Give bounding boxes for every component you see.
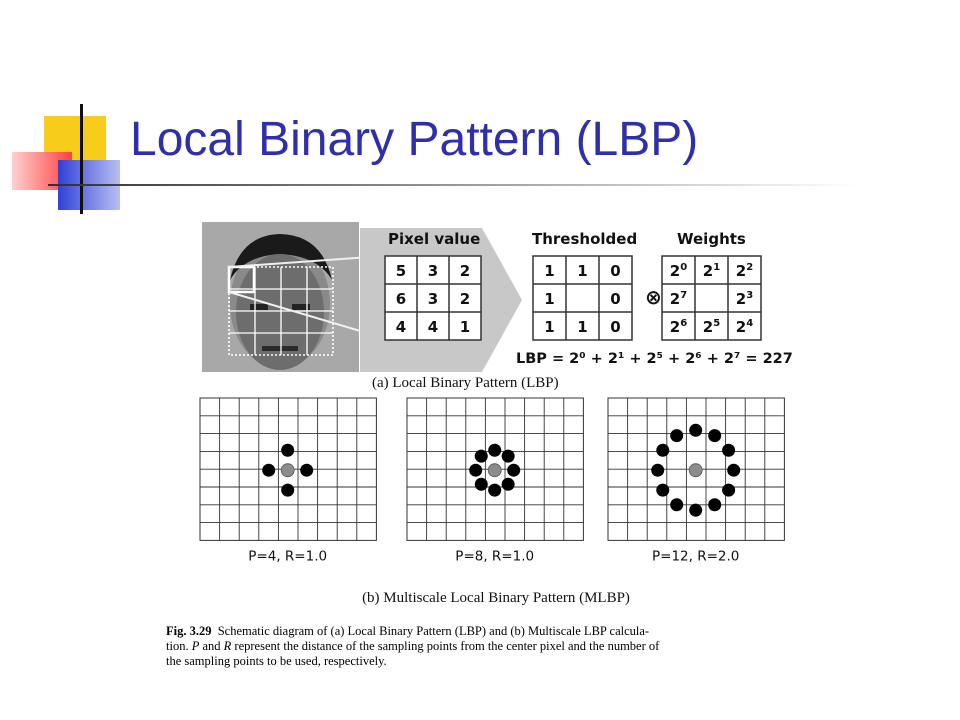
- mlbp-figure-b: [196, 396, 796, 611]
- pixel-value-label: Pixel value: [388, 230, 481, 248]
- pixel-value-cell-1: 3: [427, 262, 439, 280]
- multiply-icon: ⊗: [645, 285, 662, 309]
- figure-caption-text-2a: tion.: [166, 639, 192, 653]
- mlbp-panel-label: P=8, R=1.0: [455, 548, 535, 565]
- threshold-cell-0: 1: [544, 262, 555, 280]
- threshold-cell-7: 1: [577, 318, 588, 336]
- pixel-value-cell-5: 2: [459, 290, 471, 308]
- pixel-value-cell-4: 3: [427, 290, 439, 308]
- mlbp-panel-1: [200, 398, 376, 564]
- pixel-value-cell-2: 2: [459, 262, 471, 280]
- threshold-cell-6: 1: [544, 318, 555, 336]
- weight-cell-6: $2^6$: [669, 318, 688, 336]
- sampling-point: [488, 444, 501, 457]
- weight-cell-2: $2^2$: [735, 262, 754, 280]
- center-pixel: [281, 464, 294, 477]
- sampling-point: [502, 450, 515, 463]
- title-decoration-vertical-line: [80, 104, 83, 214]
- weight-cell-3: $2^7$: [669, 290, 688, 308]
- weight-cell-0: $2^0$: [669, 262, 688, 280]
- weights-label: Weights: [677, 230, 746, 248]
- threshold-cell-2: 0: [610, 262, 621, 280]
- figure-number: Fig. 3.29: [166, 624, 212, 638]
- weight-cell-8: $2^4$: [735, 318, 754, 336]
- slide-title: Local Binary Pattern (LBP): [130, 113, 699, 166]
- mlbp-panel-label: P=4, R=1.0: [248, 548, 328, 565]
- sampling-point: [656, 484, 669, 497]
- lbp-formula: LBP = 2⁰ + 2¹ + 2⁵ + 2⁶ + 2⁷ = 227: [516, 351, 793, 367]
- sampling-point: [502, 478, 515, 491]
- sampling-point: [708, 429, 721, 442]
- sampling-point: [689, 504, 702, 517]
- sampling-point: [670, 429, 683, 442]
- weight-cell-7: $2^5$: [702, 318, 721, 336]
- mlbp-panel-3: [608, 398, 784, 564]
- figure-caption-text-1: Schematic diagram of (a) Local Binary Pattern (LBP) and (b) Multiscale LBP calcula-: [217, 624, 650, 638]
- sampling-point: [670, 498, 683, 511]
- sampling-point: [300, 464, 313, 477]
- pixel-value-cell-3: 6: [395, 290, 407, 308]
- pixel-value-cell-8: 1: [459, 318, 471, 336]
- weight-cell-5: $2^3$: [735, 290, 754, 308]
- pixel-value-cell-7: 4: [427, 318, 439, 336]
- threshold-cell-3: 1: [544, 290, 555, 308]
- threshold-cell-8: 0: [610, 318, 621, 336]
- caption-a: (a) Local Binary Pattern (LBP): [372, 375, 559, 391]
- mlbp-panel-label: P=12, R=2.0: [652, 548, 740, 565]
- sampling-point: [475, 450, 488, 463]
- sampling-point: [475, 478, 488, 491]
- sampling-point: [722, 444, 735, 457]
- pixel-value-grid: [385, 256, 481, 340]
- sampling-point: [488, 484, 501, 497]
- pixel-value-cell-6: 4: [395, 318, 407, 336]
- center-pixel: [488, 464, 501, 477]
- weight-cell-1: $2^1$: [702, 262, 721, 280]
- sampling-point: [469, 464, 482, 477]
- sampling-point: [507, 464, 520, 477]
- sampling-point: [689, 424, 702, 437]
- pixel-value-cell-0: 5: [395, 262, 407, 280]
- variable-p: P: [191, 639, 200, 653]
- sampling-point: [281, 484, 294, 497]
- threshold-cell-5: 0: [610, 290, 621, 308]
- thresholded-grid: [533, 256, 632, 340]
- mlbp-panel-2: [407, 398, 583, 564]
- figure-caption-text-2b: and: [199, 639, 224, 653]
- caption-b: (b) Multiscale Local Binary Pattern (MLBP): [362, 590, 630, 606]
- figure-caption-line-2: [166, 639, 826, 654]
- sampling-point: [722, 484, 735, 497]
- variable-r: R: [223, 639, 232, 653]
- figure-caption-line-3: the sampling points to be used, respectively.: [166, 654, 387, 668]
- figure-caption: [166, 624, 826, 669]
- threshold-cell-1: 1: [577, 262, 588, 280]
- sampling-point: [651, 464, 664, 477]
- title-underline: [48, 184, 858, 186]
- sampling-point: [281, 444, 294, 457]
- figure-caption-line-1: [166, 624, 826, 639]
- sampling-point: [708, 498, 721, 511]
- center-pixel: [689, 464, 702, 477]
- sampling-point: [262, 464, 275, 477]
- sampling-point: [656, 444, 669, 457]
- thresholded-label: Thresholded: [532, 230, 638, 248]
- lbp-figure-a: [200, 220, 800, 395]
- weights-grid: [662, 256, 761, 340]
- sampling-point: [727, 464, 740, 477]
- figure-caption-text-2c: represent the distance of the sampling points from the center pixel and the number of: [231, 639, 660, 653]
